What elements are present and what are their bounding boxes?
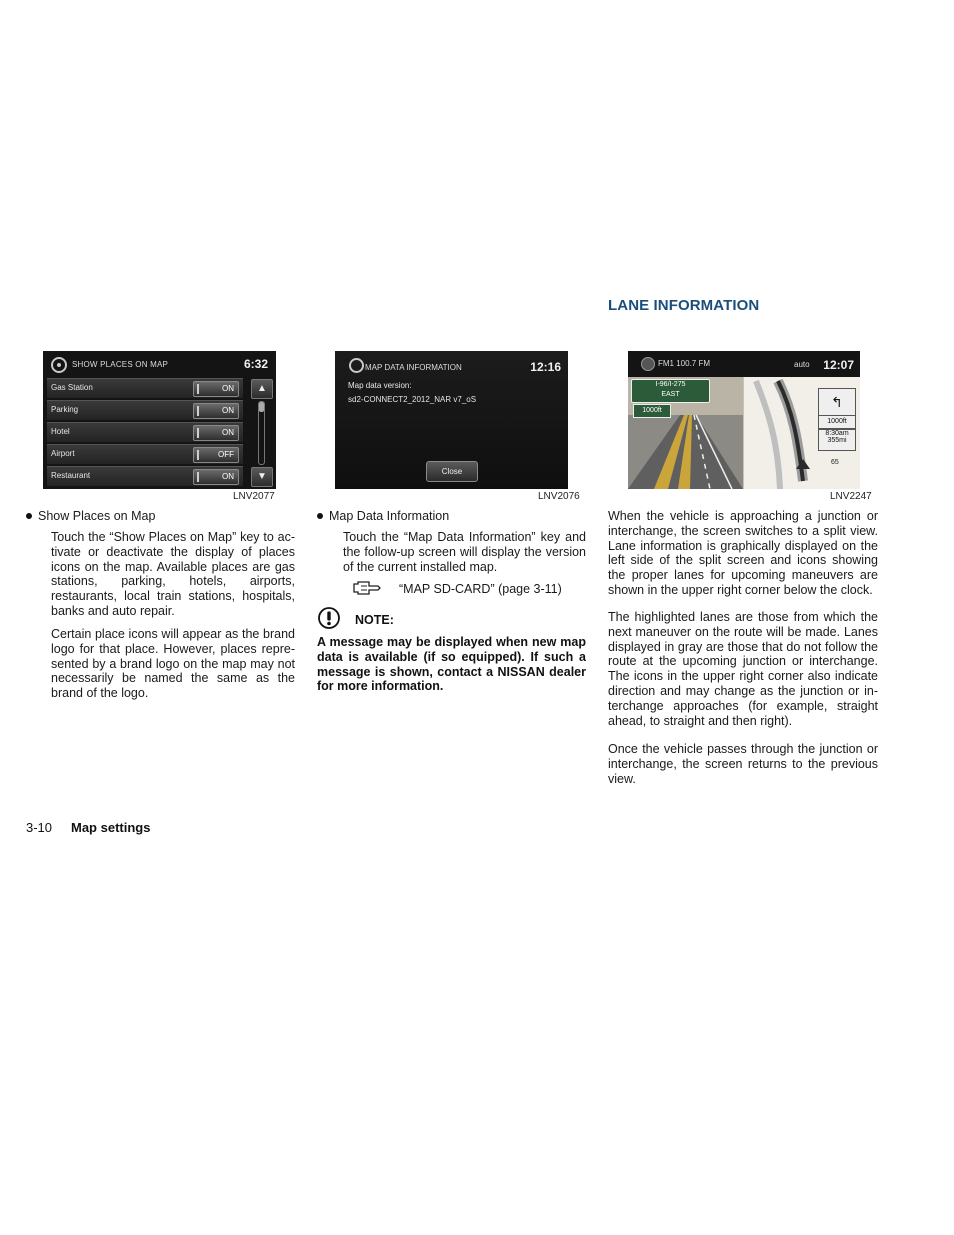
paragraph: Touch the “Show Places on Map” key to ac- tivate or deactivate the display of places icons on the map. Available places are gas stations, parking, hotels, airports, restaurants, local train stations, hospitals, banks and auto repair.: [51, 530, 295, 618]
paragraph: The highlighted lanes are those from which the next maneuver on the route will be made. Lanes displayed in gray are those that do not follow the route at the upcoming junction or interchange. The icons in the upper right corner also indicate direction and may change as the junction or in- terchange approaches (for example, straight ahead, to straight and then right).: [608, 610, 878, 728]
list-item-label: Restaurant: [51, 471, 91, 480]
map-version-value: sd2-CONNECT2_2012_NAR v7_oS: [348, 395, 477, 404]
paragraph: Touch the “Map Data Information” key and the follow-up screen will display the version of the current installed map.: [343, 530, 586, 574]
maneuver-distance: 1000ft: [818, 415, 856, 429]
screen-title: SHOW PLACES ON MAP: [72, 360, 169, 369]
bullet-item: [26, 509, 155, 523]
map-version-label: Map data version:: [348, 381, 412, 390]
toggle-value: OFF: [218, 450, 234, 459]
screen-header: [43, 351, 276, 381]
speed-limit: 65: [831, 459, 839, 466]
arrival-info: [818, 429, 856, 451]
list-item[interactable]: [47, 378, 243, 398]
toggle-button[interactable]: [193, 381, 239, 397]
sign-distance: 1000ft: [633, 404, 671, 418]
maneuver-panel: [818, 388, 854, 458]
screen-clock: 6:32: [243, 357, 268, 371]
note-body: A message may be displayed when new map data is available (if so equipped). If such a message is shown, contact a NISSAN dealer for more information.: [317, 635, 586, 694]
figure-caption: LNV2247: [830, 491, 872, 502]
bullet-icon: [26, 513, 32, 519]
scroll-up-icon[interactable]: ▲: [251, 379, 273, 399]
paragraph: When the vehicle is approaching a junction or interchange, the screen switches to a split view. Lane information is graphically displayed on the left side of the split screen and icons showing the proper lanes for upcoming maneuvers are shown in the upper right corner below the clock.: [608, 509, 878, 597]
figure-caption: LNV2077: [233, 491, 275, 502]
toggle-value: ON: [222, 384, 234, 393]
list-item-label: Gas Station: [51, 383, 93, 392]
bullet-text: Show Places on Map: [38, 509, 156, 523]
page-number: 3-10: [26, 820, 53, 835]
list-item-label: Airport: [51, 449, 75, 458]
list-item[interactable]: [47, 444, 243, 464]
figure-caption: LNV2076: [538, 491, 580, 502]
warning-icon: [318, 607, 340, 629]
scroll-thumb[interactable]: [259, 402, 264, 412]
toggle-button[interactable]: [193, 469, 239, 485]
pointing-hand-icon: [352, 580, 382, 598]
paragraph: Once the vehicle passes through the junction or interchange, the screen returns to the previous view.: [608, 742, 878, 786]
remaining-distance: 355mi: [827, 437, 847, 444]
bullet-text: Map Data Information: [329, 509, 450, 523]
status-indicator: auto: [794, 360, 810, 369]
toggle-button[interactable]: [193, 447, 239, 463]
bullet-icon: [317, 513, 323, 519]
list-item-label: Hotel: [51, 427, 70, 436]
close-button[interactable]: Close: [426, 461, 478, 482]
highway-sign: [631, 379, 710, 403]
screenshot-map-data-info: [335, 351, 568, 489]
toggle-button[interactable]: [193, 425, 239, 441]
cross-reference-link[interactable]: “MAP SD-CARD” (page 3-11): [399, 582, 562, 596]
list-item[interactable]: [47, 400, 243, 420]
list-item[interactable]: [47, 422, 243, 442]
toggle-knob-icon: [197, 472, 199, 482]
paragraph: Certain place icons will appear as the brand logo for that place. However, places repre- sented by a brand logo on the map may not necessarily be named the same as the brand of the logo.: [51, 627, 295, 701]
highway-sign-direction: EAST: [661, 391, 680, 398]
note-heading: NOTE:: [355, 613, 394, 627]
turn-arrow-icon: ↰: [818, 388, 856, 416]
scroll-track[interactable]: [258, 401, 265, 465]
footer-section-title: Map settings: [71, 820, 151, 835]
section-title: LANE INFORMATION: [608, 297, 760, 314]
list-item-label: Parking: [51, 405, 79, 414]
list-item[interactable]: [47, 466, 243, 486]
screen-title: MAP DATA INFORMATION: [365, 363, 462, 372]
nav-logo-icon: [349, 358, 364, 373]
radio-station: FM1 100.7 FM: [658, 359, 711, 368]
radio-icon: [641, 357, 655, 371]
bullet-item: [317, 509, 449, 523]
toggle-knob-icon: [197, 428, 199, 438]
screenshot-show-places: [43, 351, 276, 489]
scrollbar[interactable]: [251, 379, 271, 485]
arrival-time: 8:30am: [825, 430, 849, 437]
status-bar: [628, 351, 860, 377]
nav-logo-icon: [51, 357, 67, 373]
toggle-value: ON: [222, 472, 234, 481]
toggle-knob-icon: [197, 406, 199, 416]
screen-clock: 12:07: [823, 358, 854, 372]
toggle-knob-icon: [197, 450, 199, 460]
toggle-value: ON: [222, 428, 234, 437]
toggle-button[interactable]: [193, 403, 239, 419]
screenshot-lane-info: [628, 351, 860, 489]
screen-clock: 12:16: [530, 360, 561, 374]
highway-sign-route: I-96/I-275: [655, 381, 686, 388]
toggle-knob-icon: [197, 384, 199, 394]
toggle-value: ON: [222, 406, 234, 415]
scroll-down-icon[interactable]: ▼: [251, 467, 273, 487]
